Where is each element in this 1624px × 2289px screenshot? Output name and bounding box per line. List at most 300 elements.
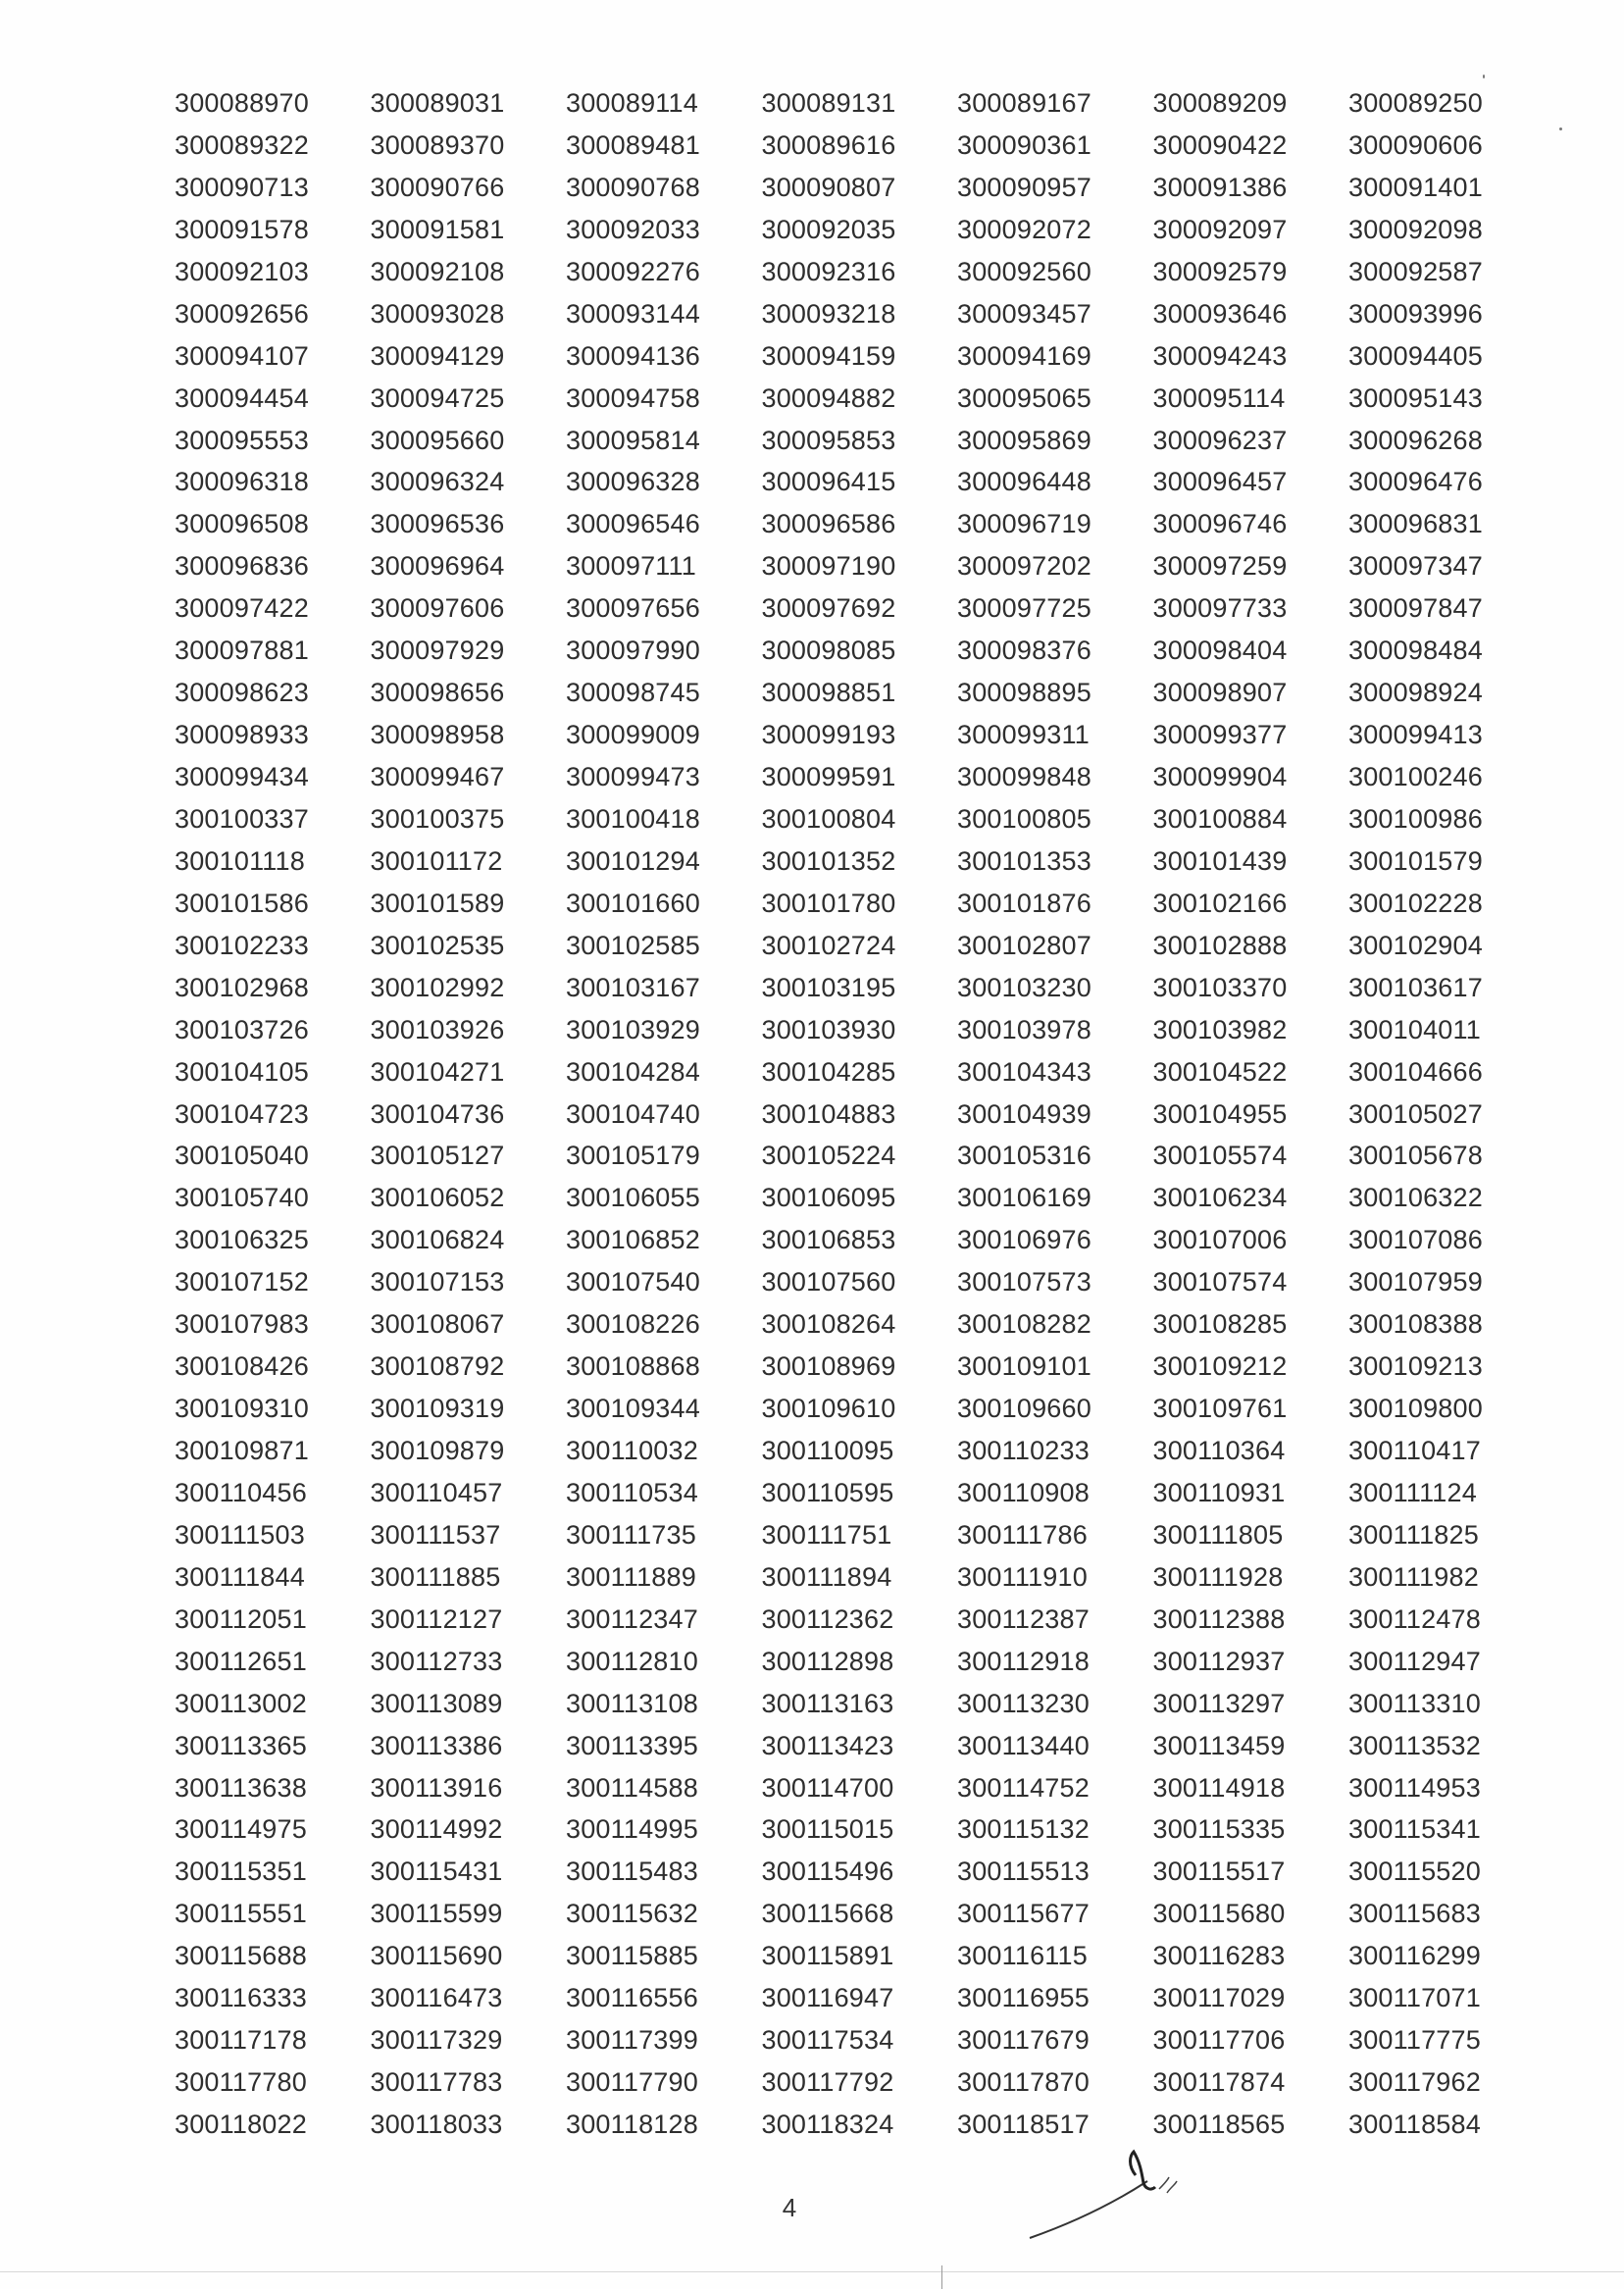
number-cell: 300115431 [370, 1857, 503, 1887]
number-cell: 300113365 [175, 1730, 307, 1760]
number-cell: 300107983 [175, 1309, 309, 1340]
number-cell: 300105574 [1152, 1141, 1288, 1171]
number-cell: 300103929 [566, 1014, 700, 1044]
number-cell: 300089616 [761, 129, 896, 160]
number-cell: 300097929 [370, 636, 505, 666]
number-cell: 300092579 [1152, 256, 1288, 286]
number-cell: 300099904 [1152, 762, 1288, 791]
number-cell: 300099009 [566, 720, 700, 750]
number-cell: 300115632 [566, 1899, 698, 1929]
number-cell: 300106234 [1152, 1183, 1288, 1213]
number-cell: 300094169 [957, 340, 1091, 371]
number-cell: 300097881 [175, 636, 309, 666]
number-cell: 300118517 [957, 2110, 1090, 2139]
number-cell: 300099467 [370, 762, 505, 791]
number-cell: 300091581 [370, 214, 505, 244]
number-cell: 300111124 [1348, 1477, 1477, 1507]
number-cell: 300092035 [761, 214, 896, 244]
number-cell: 300096457 [1152, 467, 1288, 497]
number-cell: 300108868 [566, 1351, 700, 1382]
number-cell: 300115677 [957, 1899, 1090, 1929]
number-cell: 300096836 [175, 551, 309, 582]
number-cell: 300109344 [566, 1394, 700, 1424]
number-cell: 300108226 [566, 1309, 700, 1340]
number-cell: 300094243 [1152, 340, 1288, 371]
number-cell: 300090807 [761, 172, 896, 202]
number-cell: 300098958 [370, 720, 505, 750]
number-cell: 300115683 [1348, 1899, 1481, 1929]
number-cell: 300112388 [1152, 1603, 1286, 1634]
number-cell: 300116947 [761, 1983, 894, 2013]
number-cell: 300102585 [566, 930, 700, 960]
number-cell: 300093457 [957, 298, 1091, 329]
number-cell: 300105740 [175, 1183, 309, 1213]
number-cell: 300092587 [1348, 256, 1483, 286]
number-cell: 300114752 [957, 1772, 1090, 1803]
number-cell: 300105316 [957, 1141, 1091, 1171]
number-cell: 300099193 [761, 720, 896, 750]
number-cell: 300106325 [175, 1225, 309, 1255]
number-cell: 300113638 [175, 1772, 307, 1803]
number-cell: 300105224 [761, 1141, 896, 1171]
number-cell: 300107006 [1152, 1225, 1288, 1255]
number-cell: 300099377 [1152, 720, 1288, 750]
number-cell: 300093218 [761, 298, 896, 329]
number-cell: 300115680 [1152, 1899, 1286, 1929]
number-cell: 300115688 [175, 1941, 307, 1971]
number-cell: 300110233 [957, 1436, 1090, 1465]
number-cell: 300099434 [175, 762, 309, 791]
number-cell: 300117029 [1152, 1983, 1286, 2013]
number-cell: 300110534 [566, 1477, 698, 1507]
number-cell: 300112947 [1348, 1646, 1481, 1676]
number-cell: 300094136 [566, 340, 700, 371]
number-cell: 300109800 [1348, 1394, 1483, 1424]
number-cell: 300101118 [175, 845, 305, 876]
number-cell: 300108426 [175, 1351, 309, 1382]
number-cell: 300099591 [761, 762, 896, 791]
number-cell: 300109319 [370, 1394, 505, 1424]
number-cell: 300103926 [370, 1014, 505, 1044]
number-cell: 300096328 [566, 467, 700, 497]
number-cell: 300093646 [1152, 298, 1288, 329]
number-cell: 300100246 [1348, 762, 1483, 791]
number-cell: 300114700 [761, 1772, 894, 1803]
number-cell: 300092316 [761, 256, 896, 286]
number-cell: 300094405 [1348, 340, 1483, 371]
number-cell: 300116333 [175, 1983, 307, 2013]
number-cell: 300089167 [957, 88, 1091, 118]
number-cell: 300094107 [175, 340, 309, 371]
number-cell: 300107540 [566, 1267, 700, 1297]
number-cell: 300090606 [1348, 129, 1483, 160]
number-cell: 300109761 [1152, 1394, 1288, 1424]
number-cell: 300101589 [370, 888, 505, 918]
number-cell: 300104736 [370, 1098, 505, 1129]
number-cell: 300096536 [370, 509, 505, 539]
number-cell: 300111751 [761, 1519, 892, 1550]
number-cell: 300104105 [175, 1056, 309, 1087]
number-cell: 300101876 [957, 888, 1091, 918]
number-cell: 300108388 [1348, 1309, 1483, 1340]
number-cell: 300097202 [957, 551, 1091, 582]
number-cell: 300114918 [1152, 1772, 1286, 1803]
number-cell: 300115517 [1152, 1857, 1286, 1887]
number-cell: 300100805 [957, 803, 1091, 834]
number-cell: 300107560 [761, 1267, 896, 1297]
number-cell: 300112347 [566, 1603, 698, 1634]
number-cell: 300113440 [957, 1730, 1090, 1760]
number-cell: 300106322 [1348, 1183, 1483, 1213]
number-cell: 300109101 [957, 1351, 1091, 1382]
number-cell: 300101660 [566, 888, 700, 918]
number-cell: 300091386 [1152, 172, 1288, 202]
number-cell: 300106169 [957, 1183, 1091, 1213]
number-cell: 300103617 [1348, 972, 1483, 1002]
number-cell: 300096508 [175, 509, 309, 539]
number-cell: 300100884 [1152, 803, 1288, 834]
number-cell: 300095114 [1152, 382, 1286, 413]
number-cell: 300115335 [1152, 1814, 1286, 1845]
number-cell: 300104343 [957, 1056, 1091, 1087]
number-list [175, 82, 1508, 2146]
number-cell: 300092072 [957, 214, 1091, 244]
number-cell: 300092656 [175, 298, 309, 329]
number-cell: 300113163 [761, 1688, 894, 1718]
number-cell: 300102233 [175, 930, 309, 960]
number-cell: 300112733 [370, 1646, 503, 1676]
number-cell: 300092560 [957, 256, 1091, 286]
number-cell: 300099848 [957, 762, 1091, 791]
number-cell: 300096831 [1348, 509, 1483, 539]
number-cell: 300098907 [1152, 678, 1288, 708]
number-cell: 300096415 [761, 467, 896, 497]
number-cell: 300099311 [957, 720, 1090, 750]
number-cell: 300102724 [761, 930, 896, 960]
number-cell: 300098933 [175, 720, 309, 750]
number-cell: 300092097 [1152, 214, 1288, 244]
number-cell: 300109660 [957, 1394, 1091, 1424]
number-cell: 300095553 [175, 425, 309, 455]
number-cell: 300118128 [566, 2110, 698, 2139]
number-cell: 300109310 [175, 1394, 309, 1424]
number-cell: 300107153 [370, 1267, 505, 1297]
number-cell: 300117399 [566, 2025, 698, 2056]
number-cell: 300114995 [566, 1814, 698, 1845]
number-cell: 300111805 [1152, 1519, 1284, 1550]
number-cell: 300088970 [175, 88, 309, 118]
number-cell: 300104883 [761, 1098, 896, 1129]
number-cell: 300097259 [1152, 551, 1288, 582]
number-cell: 300089250 [1348, 88, 1483, 118]
number-cell: 300115885 [566, 1941, 698, 1971]
number-cell: 300108969 [761, 1351, 896, 1382]
number-cell: 300103726 [175, 1014, 309, 1044]
number-cell: 300089114 [566, 88, 698, 118]
number-cell: 300110908 [957, 1477, 1090, 1507]
number-cell: 300118584 [1348, 2110, 1481, 2139]
number-cell: 300104285 [761, 1056, 896, 1087]
number-cell: 300105040 [175, 1141, 309, 1171]
number-cell: 300090422 [1152, 129, 1288, 160]
number-cell: 300098623 [175, 678, 309, 708]
number-cell: 300089131 [761, 88, 896, 118]
number-cell: 300103982 [1152, 1014, 1288, 1044]
number-cell: 300101439 [1152, 845, 1288, 876]
number-cell: 300111928 [1152, 1561, 1284, 1592]
number-cell: 300116115 [957, 1941, 1088, 1971]
number-cell: 300109212 [1152, 1351, 1288, 1382]
number-cell: 300117962 [1348, 2067, 1481, 2098]
number-cell: 300091401 [1348, 172, 1483, 202]
number-cell: 300118565 [1152, 2110, 1286, 2139]
number-cell: 300101294 [566, 845, 700, 876]
number-cell: 300092276 [566, 256, 700, 286]
number-cell: 300096586 [761, 509, 896, 539]
number-cell: 300110095 [761, 1436, 894, 1465]
number-cell: 300089481 [566, 129, 700, 160]
number-cell: 300106055 [566, 1183, 700, 1213]
number-cell: 300113532 [1348, 1730, 1481, 1760]
number-cell: 300115599 [370, 1899, 503, 1929]
number-cell: 300111844 [175, 1561, 305, 1592]
number-cell: 300103167 [566, 972, 700, 1002]
number-cell: 300112918 [957, 1646, 1090, 1676]
number-cell: 300116299 [1348, 1941, 1481, 1971]
number-cell: 300114953 [1348, 1772, 1481, 1803]
number-cell: 300105678 [1348, 1141, 1483, 1171]
number-cell: 300115496 [761, 1857, 894, 1887]
number-cell: 300097990 [566, 636, 700, 666]
number-cell: 300098656 [370, 678, 505, 708]
number-cell: 300089370 [370, 129, 505, 160]
number-cell: 300095143 [1348, 382, 1483, 413]
number-cell: 300098924 [1348, 678, 1483, 708]
number-cell: 300097190 [761, 551, 896, 582]
number-cell: 300101579 [1348, 845, 1483, 876]
number-cell: 300096318 [175, 467, 309, 497]
number-cell: 300094882 [761, 382, 896, 413]
number-cell: 300094159 [761, 340, 896, 371]
number-cell: 300105179 [566, 1141, 700, 1171]
number-cell: 300098404 [1152, 636, 1288, 666]
number-cell: 300117870 [957, 2067, 1090, 2098]
number-cell: 300115551 [175, 1899, 307, 1929]
number-cell: 300092108 [370, 256, 505, 286]
number-cell: 300095853 [761, 425, 896, 455]
number-cell: 300104284 [566, 1056, 700, 1087]
number-cell: 300101172 [370, 845, 503, 876]
number-cell: 300110595 [761, 1477, 894, 1507]
number-cell: 300113916 [370, 1772, 503, 1803]
number-cell: 300115513 [957, 1857, 1090, 1887]
number-cell: 300105127 [370, 1141, 505, 1171]
number-cell: 300114975 [175, 1814, 307, 1845]
number-cell: 300098895 [957, 678, 1091, 708]
number-cell: 300089031 [370, 88, 505, 118]
number-cell: 300118033 [370, 2110, 503, 2139]
number-cell: 300113089 [370, 1688, 503, 1718]
number-cell: 300096746 [1152, 509, 1288, 539]
number-cell: 300102535 [370, 930, 505, 960]
scan-speck [1483, 75, 1485, 78]
number-cell: 300112387 [957, 1603, 1090, 1634]
number-cell: 300115520 [1348, 1857, 1481, 1887]
number-cell: 300113002 [175, 1688, 307, 1718]
number-cell: 300093144 [566, 298, 700, 329]
number-cell: 300099473 [566, 762, 700, 791]
number-cell: 300111982 [1348, 1561, 1479, 1592]
number-cell: 300110417 [1348, 1436, 1481, 1465]
number-cell: 300104955 [1152, 1098, 1288, 1129]
number-cell: 300096268 [1348, 425, 1483, 455]
number-cell: 300111503 [175, 1519, 305, 1550]
number-cell: 300096476 [1348, 467, 1483, 497]
number-cell: 300108282 [957, 1309, 1091, 1340]
number-cell: 300100375 [370, 803, 505, 834]
number-cell: 300098484 [1348, 636, 1483, 666]
number-cell: 300097733 [1152, 593, 1288, 624]
number-cell: 300115690 [370, 1941, 503, 1971]
number-cell: 300115132 [957, 1814, 1090, 1845]
page-number: 4 [782, 2193, 797, 2222]
number-cell: 300115891 [761, 1941, 894, 1971]
number-cell: 300107574 [1152, 1267, 1288, 1297]
number-cell: 300093996 [1348, 298, 1483, 329]
number-cell: 300117792 [761, 2067, 894, 2098]
number-cell: 300100804 [761, 803, 896, 834]
number-cell: 300101586 [175, 888, 309, 918]
number-cell: 300107152 [175, 1267, 309, 1297]
number-cell: 300089209 [1152, 88, 1288, 118]
number-cell: 300108792 [370, 1351, 505, 1382]
number-cell: 300111894 [761, 1561, 892, 1592]
number-cell: 300096448 [957, 467, 1091, 497]
number-cell: 300094129 [370, 340, 505, 371]
number-cell: 300096324 [370, 467, 505, 497]
signature-icon [1020, 2138, 1187, 2265]
number-cell: 300111786 [957, 1519, 1088, 1550]
number-cell: 300090768 [566, 172, 700, 202]
number-cell: 300113297 [1152, 1688, 1286, 1718]
page-edge-tick [941, 2265, 942, 2289]
number-cell: 300096237 [1152, 425, 1288, 455]
number-cell: 300095869 [957, 425, 1091, 455]
number-cell: 300118324 [761, 2110, 894, 2139]
number-cell: 300106852 [566, 1225, 700, 1255]
number-cell: 300112651 [175, 1646, 307, 1676]
number-cell: 300100418 [566, 803, 700, 834]
number-cell: 300111537 [370, 1519, 501, 1550]
number-cell: 300112478 [1348, 1603, 1481, 1634]
number-cell: 300102904 [1348, 930, 1483, 960]
number-cell: 300104723 [175, 1098, 309, 1129]
number-cell: 300106853 [761, 1225, 896, 1255]
number-cell: 300114992 [370, 1814, 503, 1845]
number-cell: 300098851 [761, 678, 896, 708]
number-cell: 300116955 [957, 1983, 1090, 2013]
number-cell: 300116283 [1152, 1941, 1286, 1971]
number-cell: 300104522 [1152, 1056, 1288, 1087]
number-cell: 300103230 [957, 972, 1091, 1002]
number-cell: 300101353 [957, 845, 1091, 876]
number-cell: 300097725 [957, 593, 1091, 624]
number-cell: 300104011 [1348, 1014, 1481, 1044]
number-cell: 300096964 [370, 551, 505, 582]
number-cell: 300103195 [761, 972, 896, 1002]
number-cell: 300103370 [1152, 972, 1288, 1002]
number-cell: 300103930 [761, 1014, 896, 1044]
number-cell: 300109879 [370, 1436, 505, 1465]
number-cell: 300102807 [957, 930, 1091, 960]
number-cell: 300092098 [1348, 214, 1483, 244]
number-cell: 300117679 [957, 2025, 1090, 2056]
scan-speck [1559, 127, 1562, 130]
number-cell: 300111889 [566, 1561, 696, 1592]
number-cell: 300115351 [175, 1857, 307, 1887]
number-cell: 300113108 [566, 1688, 698, 1718]
number-cell: 300118022 [175, 2110, 307, 2139]
number-cell: 300106052 [370, 1183, 505, 1213]
number-cell: 300097422 [175, 593, 309, 624]
number-cell: 300117534 [761, 2025, 894, 2056]
number-cell: 300097656 [566, 593, 700, 624]
number-cell: 300100986 [1348, 803, 1483, 834]
number-cell: 300093028 [370, 298, 505, 329]
number-cell: 300102968 [175, 972, 309, 1002]
number-cell: 300107086 [1348, 1225, 1483, 1255]
number-cell: 300109213 [1348, 1351, 1483, 1382]
number-cell: 300112362 [761, 1603, 894, 1634]
number-cell: 300090957 [957, 172, 1091, 202]
number-cell: 300112898 [761, 1646, 894, 1676]
number-cell: 300110032 [566, 1436, 698, 1465]
number-cell: 300101780 [761, 888, 896, 918]
number-cell: 300113386 [370, 1730, 503, 1760]
number-cell: 300117706 [1152, 2025, 1286, 2056]
number-cell: 300113310 [1348, 1688, 1481, 1718]
number-cell: 300105027 [1348, 1098, 1483, 1129]
number-cell: 300110931 [1152, 1477, 1286, 1507]
number-cell: 300091578 [175, 214, 309, 244]
number-cell: 300097847 [1348, 593, 1483, 624]
number-cell: 300117790 [566, 2067, 698, 2098]
number-cell: 300097606 [370, 593, 505, 624]
number-cell: 300112051 [175, 1603, 307, 1634]
number-cell: 300094758 [566, 382, 700, 413]
number-cell: 300095065 [957, 382, 1091, 413]
number-cell: 300117071 [1348, 1983, 1481, 2013]
number-cell: 300115483 [566, 1857, 698, 1887]
number-cell: 300111910 [957, 1561, 1088, 1592]
number-cell: 300113395 [566, 1730, 698, 1760]
number-cell: 300110364 [1152, 1436, 1286, 1465]
number-cell: 300115015 [761, 1814, 894, 1845]
number-cell: 300108067 [370, 1309, 505, 1340]
number-cell: 300094454 [175, 382, 309, 413]
number-cell: 300117178 [175, 2025, 307, 2056]
number-cell: 300109610 [761, 1394, 896, 1424]
number-cell: 300115668 [761, 1899, 894, 1929]
number-cell: 300099413 [1348, 720, 1483, 750]
number-cell: 300117780 [175, 2067, 307, 2098]
number-cell: 300098376 [957, 636, 1091, 666]
number-cell: 300109871 [175, 1436, 309, 1465]
number-cell: 300096719 [957, 509, 1091, 539]
number-cell: 300117874 [1152, 2067, 1286, 2098]
number-cell: 300111825 [1348, 1519, 1479, 1550]
number-cell: 300092033 [566, 214, 700, 244]
